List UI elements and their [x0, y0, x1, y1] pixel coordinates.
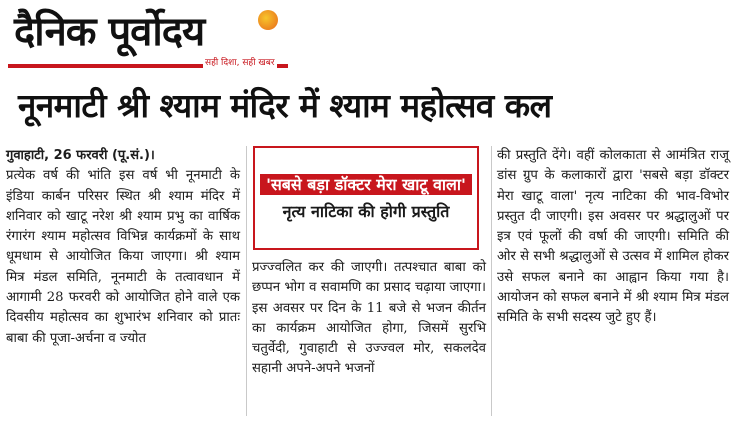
article-column-3: [497, 146, 729, 329]
article-column-2: [252, 258, 486, 380]
article-headline: नूनमाटी श्री श्याम मंदिर में श्याम महोत्सव कल: [18, 86, 552, 125]
pull-quote-box: [253, 146, 479, 250]
article-dateline: गुवाहाटी, 26 फरवरी (पू.सं.)।: [6, 148, 155, 163]
article-column-1: [6, 146, 240, 349]
sun-logo-icon: [258, 10, 278, 30]
pull-quote-text: नृत्य नाटिका की होगी प्रस्तुति: [282, 202, 450, 221]
pull-quote-highlight: 'सबसे बड़ा डॉक्टर मेरा खाटू वाला': [260, 174, 472, 195]
column-divider: [491, 146, 492, 416]
masthead-tagline: सही दिशा, सही खबर: [203, 55, 277, 68]
column-divider: [246, 146, 247, 416]
column-2-text: प्रज्ज्वलित कर की जाएगी। तत्पश्चात बाबा को छप्पन भोग व सवामणि का प्रसाद चढ़ाया जाएगा। इस अवसर पर दिन के 11 बजे से भजन कीर्तन का कार्यक्रम आयोजित होगा, जिसमें सुरभि चतुर्वेदी, गुवाहाटी से उज्ज्वल मोर, सकलदेव सहानी अपने-अपने भजनों: [252, 260, 486, 377]
column-1-text: प्रत्येक वर्ष की भांति इस वर्ष भी नूनमाटी के इंडिया कार्बन परिसर स्थित श्री श्याम मंदिर में शनिवार को खाटू नरेश श्री श्याम प्रभु का वार्षिक रंगारंग श्याम महोत्सव विभिन्न कार्यक्रमों के साथ धूमधाम से आयोजित किया जाएगा। श्री श्याम मित्र मंडल समिति, नूनमाटी के तत्वावधान में आगामी 28 फरवरी को आयोजित होने वाले एक दिवसीय महोत्सव का शुभारंभ शनिवार को प्रातः बाबा की पूजा-अर्चना व ज्योत: [6, 168, 240, 346]
column-3-text: की प्रस्तुति देंगे। वहीं कोलकाता से आमंत्रित राजू डांस ग्रुप के कलाकारों द्वारा 'सबसे बड़ा डॉक्टर मेरा खाटू वाला' नृत्य नाटिका की भाव-विभोर प्रस्तुत दी जाएगी। इस अवसर पर श्रद्धालुओं पर इत्र एवं फूलों की वर्षा की जाएगी। समिति की ओर से सभी श्रद्धालुओं से उत्सव में शामिल होकर उसे सफल बनाने का आह्वान किया गया है। आयोजन को सफल बनाने में श्री श्याम मित्र मंडल समिति के सभी सदस्य जुटे हुए हैं।: [497, 148, 729, 326]
newspaper-masthead: [8, 6, 298, 76]
newspaper-logo: दैनिक पूर्वोदय: [14, 9, 205, 55]
